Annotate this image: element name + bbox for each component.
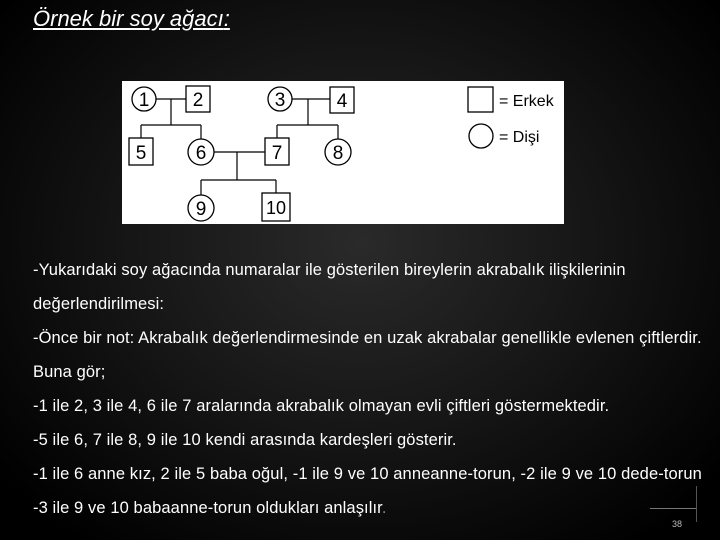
slide-title [33,6,230,32]
individual-9-label: 9 [195,199,207,220]
paragraph-relations [33,457,713,525]
corner-rule-vertical [696,486,697,522]
individual-10-label: 10 [265,198,287,218]
individual-6-label: 6 [195,143,207,164]
paragraph-siblings: -5 ile 6, 7 ile 8, 9 ile 10 kendi arasında kardeşleri gösterir. [33,431,457,449]
individual-4-label: 4 [336,91,348,112]
individual-2-label: 2 [192,90,204,111]
paragraph-relations-period: . [381,499,387,517]
pedigree-svg [122,81,564,224]
legend-female-circle [469,124,493,148]
paragraph-note: -Önce bir not: Akrabalık değerlendirmesinde en uzak akrabalar genellikle evlenen çiftlerdir. Buna gör; [33,329,702,381]
individual-3-label: 3 [274,90,286,111]
paragraph-relations-text: -1 ile 6 anne kız, 2 ile 5 baba oğul, -1 ile 9 ve 10 anneanne-torun, -2 ile 9 ve 10 dede-torun -3 ile 9 ve 10 babaanne-torun oldukları anlaşılır [33,465,702,517]
slide-title-colon: : [223,6,230,31]
paragraph-intro: -Yukarıdaki soy ağacında numaralar ile gösterilen bireylerin akrabalık ilişkilerinin değerlendirilmesi: [33,261,626,313]
pedigree-diagram [122,81,564,224]
slide-body [33,253,713,525]
slide-title-text: Örnek bir soy ağacı [33,6,224,31]
individual-8-label: 8 [332,143,344,164]
page-number: 38 [672,519,683,529]
legend-male-square [468,87,493,112]
paragraph-couples: -1 ile 2, 3 ile 4, 6 ile 7 aralarında akrabalık olmayan evli çiftleri göstermektedir. [33,397,610,415]
individual-5-label: 5 [135,143,147,164]
legend-male-label: = Erkek [499,93,554,110]
legend-female-label: = Dişi [499,129,540,146]
individual-1-label: 1 [138,90,150,111]
individual-7-label: 7 [271,143,283,164]
corner-rule-horizontal [650,508,696,509]
